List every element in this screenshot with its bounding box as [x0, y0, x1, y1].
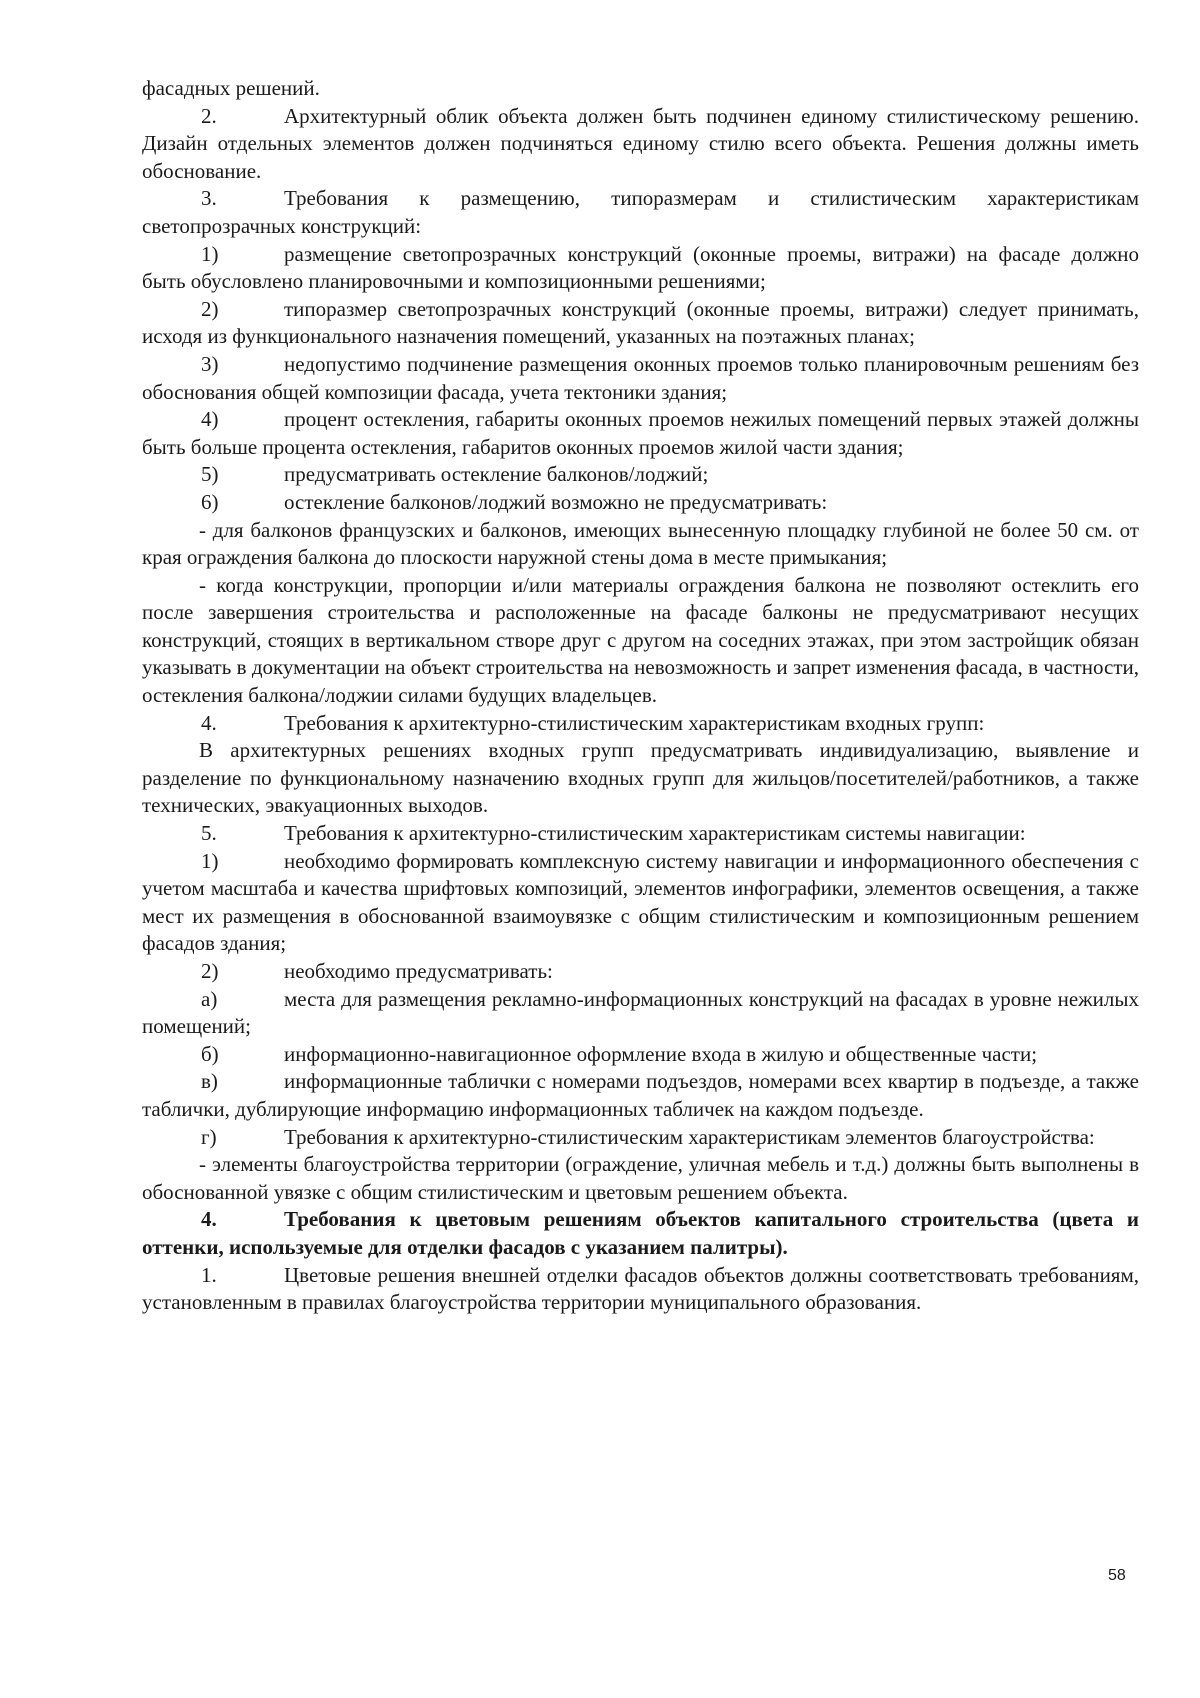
- page-number: 58: [1108, 1567, 1126, 1584]
- paragraph: [142, 489, 1139, 517]
- paragraph: [142, 241, 1139, 296]
- paragraph: [142, 1262, 1139, 1317]
- item-text: типоразмер светопрозрачных конструкций (оконные проемы, витражи) следует принимать, исходя из функционального назначения помещений, указанных на поэтажных планах;: [142, 296, 1139, 349]
- section-title: Требования к цветовым решениям объектов капитального строительства (цвета и оттенки, используемые для отделки фасадов с указанием палитры).: [142, 1207, 1139, 1259]
- item-number: 1): [201, 241, 219, 266]
- item-text: места для размещения рекламно-информационных конструкций на фасадах в уровне нежилых помещений;: [142, 986, 1139, 1039]
- dash-paragraph: - для балконов французских и балконов, имеющих вынесенную площадку глубиной не более 50 см. от края ограждения балкона до плоскости наружной стены дома в месте примыкания;: [142, 517, 1139, 570]
- item-number: 6): [201, 489, 219, 514]
- item-text: информационные таблички с номерами подъездов, номерами всех квартир в подъезде, а также таблички, дублирующие информацию информационных табличек на каждом подъезде.: [142, 1069, 1139, 1121]
- paragraph: [142, 1041, 1139, 1069]
- item-text: Требования к размещению, типоразмерам и стилистическим характеристикам светопрозрачных конструкций:: [142, 186, 1139, 238]
- item-number: 5.: [201, 821, 217, 846]
- item-text: Требования к архитектурно-стилистическим характеристикам системы навигации:: [284, 821, 1026, 846]
- item-text: Требования к архитектурно-стилистическим характеристикам элементов благоустройства:: [284, 1124, 1095, 1149]
- item-number: 1.: [201, 1262, 217, 1287]
- item-text: Требования к архитектурно-стилистическим характеристикам входных групп:: [284, 710, 985, 735]
- item-number: 2): [201, 959, 219, 983]
- section-number: 4.: [201, 1207, 217, 1232]
- item-text: Цветовые решения внешней отделки фасадов объектов должны соответствовать требованиям, установленным в правилах благоустройства территории муниципального образования.: [142, 1262, 1139, 1315]
- section-heading: [142, 1206, 1139, 1261]
- document-body: [142, 75, 1139, 1317]
- paragraph: [142, 185, 1139, 240]
- item-text: информационно-навигационное оформление входа в жилую и общественные части;: [284, 1041, 1038, 1066]
- item-number: 5): [201, 462, 219, 487]
- item-number: б): [201, 1041, 219, 1066]
- item-number: а): [201, 986, 218, 1011]
- paragraph: [142, 820, 1139, 848]
- paragraph: [142, 710, 1139, 738]
- paragraph: [142, 351, 1139, 406]
- item-number: 1): [201, 848, 219, 873]
- dash-paragraph: - элементы благоустройства территории (ограждение, уличная мебель и т.д.) должны быть выполнены в обоснованной увязке с общим стилистическим и цветовым решением объекта.: [142, 1152, 1139, 1204]
- paragraph: [142, 1124, 1139, 1152]
- item-text: необходимо предусматривать:: [284, 959, 553, 983]
- item-number: г): [201, 1124, 217, 1149]
- paragraph: [142, 848, 1139, 958]
- item-text: размещение светопрозрачных конструкций (оконные проемы, витражи) на фасаде должно быть обусловлено планировочными и композиционными решениями;: [142, 241, 1139, 294]
- paragraph: фасадных решений.: [142, 76, 320, 100]
- indented-paragraph: В архитектурных решениях входных групп предусматривать индивидуализацию, выявление и разделение по функциональному назначению входных групп для жильцов/посетителей/работников, а также технических, эвакуационных выходов.: [142, 738, 1139, 818]
- item-text: Архитектурный облик объекта должен быть подчинен единому стилистическому решению. Дизайн отдельных элементов должен подчиняться единому стилю всего объекта. Решения должны иметь обоснование.: [142, 103, 1139, 183]
- paragraph: [142, 986, 1139, 1041]
- item-text: недопустимо подчинение размещения оконных проемов только планировочным решениям без обоснования общей композиции фасада, учета тектоники здания;: [142, 351, 1139, 404]
- item-text: предусматривать остекление балконов/лоджий;: [284, 462, 709, 487]
- paragraph: [142, 296, 1139, 351]
- item-number: 2.: [201, 103, 217, 128]
- item-number: 3.: [201, 186, 217, 211]
- paragraph: [142, 1068, 1139, 1123]
- item-number: 4.: [201, 710, 217, 735]
- item-number: 4): [201, 407, 219, 432]
- item-text: процент остекления, габариты оконных проемов нежилых помещений первых этажей должны быть больше процента остекления, габаритов оконных проемов жилой части здания;: [142, 407, 1139, 459]
- item-number: 3): [201, 351, 219, 376]
- item-text: остекление балконов/лоджий возможно не предусматривать:: [284, 489, 828, 514]
- item-text: необходимо формировать комплексную систему навигации и информационного обеспечения с учетом масштаба и качества шрифтовых композиций, элементов инфографики, элементов освещения, а также мест их размещения в обоснованной взаимоувязке с общим стилистическим и композиционным решением фасадов здания;: [142, 848, 1139, 956]
- paragraph: [142, 406, 1139, 461]
- dash-paragraph: - когда конструкции, пропорции и/или материалы ограждения балкона не позволяют остеклить его после завершения строительства и расположенные на фасаде балконы не предусматривают несущих конструкций, стоящих в вертикальном створе друг с другом на соседних этажах, при этом застройщик обязан указывать в документации на объект строительства на невозможность и запрет изменения фасада, в частности, остекления балкона/лоджии силами будущих владельцев.: [142, 572, 1139, 708]
- item-number: 2): [201, 296, 219, 321]
- paragraph: [142, 461, 1139, 489]
- paragraph: [142, 103, 1139, 186]
- paragraph: [142, 958, 1139, 986]
- item-number: в): [201, 1069, 218, 1094]
